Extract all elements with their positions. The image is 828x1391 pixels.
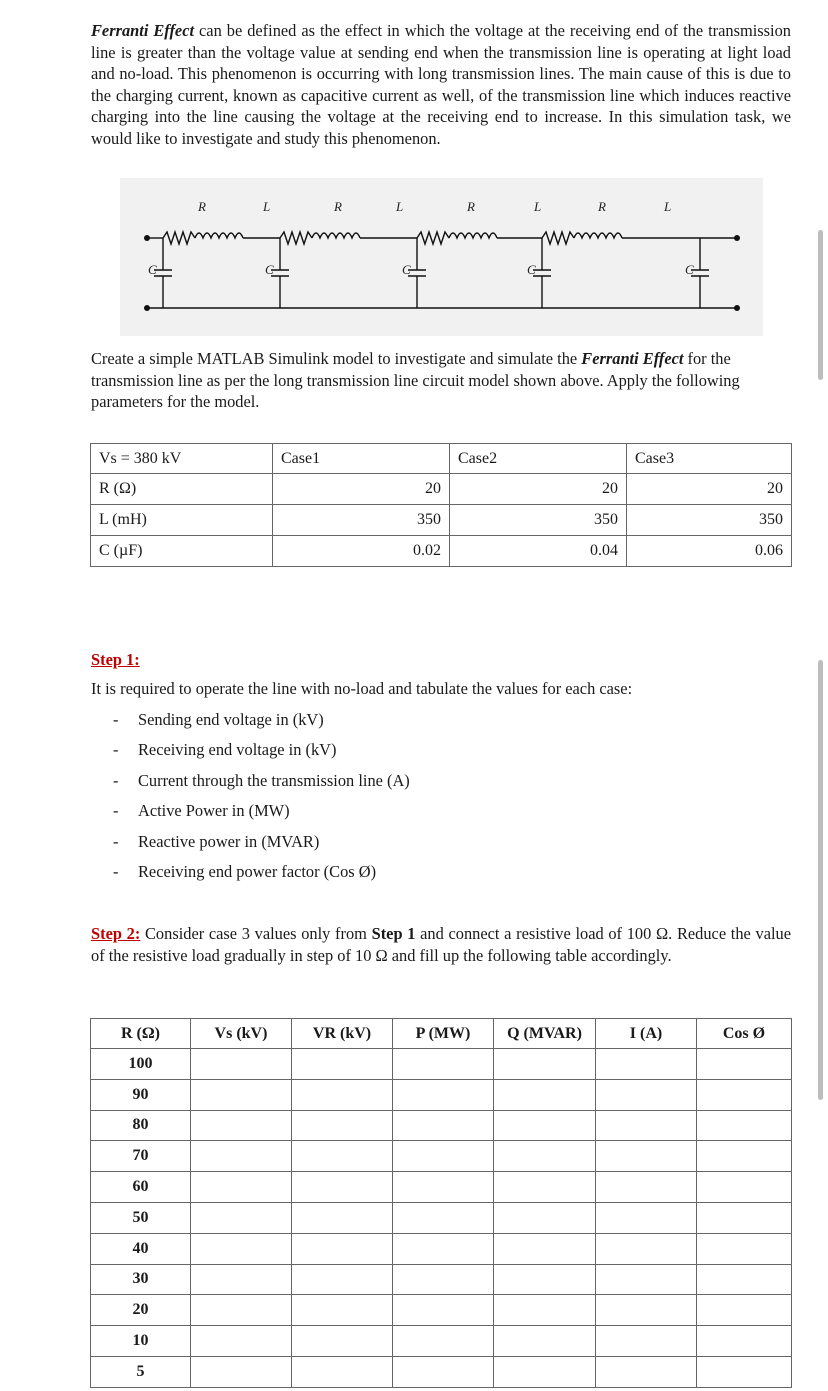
empty-cell[interactable]	[494, 1141, 596, 1172]
empty-cell[interactable]	[191, 1326, 292, 1357]
empty-cell[interactable]	[191, 1079, 292, 1110]
empty-cell[interactable]	[596, 1172, 697, 1203]
step2-title: Step 2:	[91, 924, 141, 943]
row-label: R (Ω)	[91, 474, 273, 505]
table-row	[91, 1172, 792, 1203]
empty-cell[interactable]	[697, 1356, 792, 1387]
inductor-label: L	[664, 199, 672, 214]
row-label: L (mH)	[91, 505, 273, 536]
empty-cell[interactable]	[697, 1141, 792, 1172]
empty-cell[interactable]	[292, 1295, 393, 1326]
empty-cell[interactable]	[494, 1079, 596, 1110]
r-value-cell: 30	[91, 1264, 191, 1295]
table-row	[91, 1233, 792, 1264]
empty-cell[interactable]	[596, 1141, 697, 1172]
empty-cell[interactable]	[191, 1110, 292, 1141]
header-cell: P (MW)	[393, 1019, 494, 1049]
table-header-row	[91, 444, 792, 474]
table-row	[91, 1141, 792, 1172]
empty-cell[interactable]	[697, 1326, 792, 1357]
capacitor-label: C	[685, 262, 694, 277]
empty-cell[interactable]	[292, 1172, 393, 1203]
empty-cell[interactable]	[191, 1202, 292, 1233]
r-value-cell: 60	[91, 1172, 191, 1203]
step2-paragraph: Step 2: Consider case 3 values only from Step 1 and connect a resistive load of 100 Ω. Reduce the value of the resistive load gradually in step of 10 Ω and fill up the following table accordingly.	[91, 924, 791, 965]
empty-cell[interactable]	[292, 1264, 393, 1295]
capacitor-label: C	[148, 262, 157, 277]
empty-cell[interactable]	[596, 1295, 697, 1326]
header-cell: Q (MVAR)	[494, 1019, 596, 1049]
empty-cell[interactable]	[494, 1295, 596, 1326]
table-cell: 350	[627, 505, 792, 536]
task-paragraph	[91, 348, 791, 413]
empty-cell[interactable]	[191, 1264, 292, 1295]
empty-cell[interactable]	[494, 1202, 596, 1233]
empty-cell[interactable]	[596, 1356, 697, 1387]
empty-cell[interactable]	[292, 1049, 393, 1080]
empty-cell[interactable]	[494, 1049, 596, 1080]
empty-cell[interactable]	[596, 1233, 697, 1264]
empty-cell[interactable]	[494, 1172, 596, 1203]
table-cell: 20	[273, 474, 450, 505]
empty-cell[interactable]	[494, 1233, 596, 1264]
empty-cell[interactable]	[393, 1326, 494, 1357]
empty-cell[interactable]	[697, 1202, 792, 1233]
empty-cell[interactable]	[292, 1141, 393, 1172]
empty-cell[interactable]	[393, 1141, 494, 1172]
header-cell: Vs = 380 kV	[91, 444, 273, 474]
table-cell: 0.02	[273, 536, 450, 567]
empty-cell[interactable]	[393, 1049, 494, 1080]
resistor-label: R	[334, 199, 342, 214]
table-cell: 20	[450, 474, 627, 505]
step1-title: Step 1:	[91, 650, 140, 669]
results-body	[91, 1049, 792, 1388]
empty-cell[interactable]	[393, 1295, 494, 1326]
empty-cell[interactable]	[697, 1110, 792, 1141]
table-cell: 0.04	[450, 536, 627, 567]
results-table	[90, 1018, 792, 1388]
header-cell: Vs (kV)	[191, 1019, 292, 1049]
empty-cell[interactable]	[292, 1326, 393, 1357]
r-value-cell: 90	[91, 1079, 191, 1110]
empty-cell[interactable]	[191, 1295, 292, 1326]
inductor-label: L	[396, 199, 404, 214]
empty-cell[interactable]	[292, 1202, 393, 1233]
empty-cell[interactable]	[191, 1172, 292, 1203]
empty-cell[interactable]	[393, 1172, 494, 1203]
table-row	[91, 1295, 792, 1326]
empty-cell[interactable]	[292, 1356, 393, 1387]
table-row	[91, 505, 792, 536]
step1-list	[113, 709, 410, 891]
step1-text: It is required to operate the line with no-load and tabulate the values for each case:	[91, 679, 633, 698]
empty-cell[interactable]	[596, 1326, 697, 1357]
empty-cell[interactable]	[596, 1264, 697, 1295]
r-value-cell: 100	[91, 1049, 191, 1080]
r-value-cell: 5	[91, 1356, 191, 1387]
empty-cell[interactable]	[494, 1356, 596, 1387]
empty-cell[interactable]	[596, 1079, 697, 1110]
empty-cell[interactable]	[494, 1264, 596, 1295]
empty-cell[interactable]	[191, 1356, 292, 1387]
r-value-cell: 10	[91, 1326, 191, 1357]
task-text-b: for the transmission line as per the long transmission line circuit model shown above. Apply the following parameters for the model.	[91, 349, 740, 412]
header-cell: Cos Ø	[697, 1019, 792, 1049]
empty-cell[interactable]	[292, 1233, 393, 1264]
table-cell: 350	[273, 505, 450, 536]
table-cell: 350	[450, 505, 627, 536]
header-cell: R (Ω)	[91, 1019, 191, 1049]
scrollbar-thumb[interactable]	[818, 230, 823, 380]
header-cell: VR (kV)	[292, 1019, 393, 1049]
table-row	[91, 1079, 792, 1110]
inductor-label: L	[263, 199, 271, 214]
empty-cell[interactable]	[697, 1079, 792, 1110]
empty-cell[interactable]	[697, 1295, 792, 1326]
r-value-cell: 80	[91, 1110, 191, 1141]
empty-cell[interactable]	[191, 1049, 292, 1080]
header-cell: Case2	[450, 444, 627, 474]
resistor-label: R	[598, 199, 606, 214]
table-row	[91, 1202, 792, 1233]
empty-cell[interactable]	[596, 1202, 697, 1233]
table-row	[91, 1049, 792, 1080]
table-row	[91, 1264, 792, 1295]
capacitor-label: C	[265, 262, 274, 277]
table-header-row	[91, 1019, 792, 1049]
r-value-cell: 40	[91, 1233, 191, 1264]
empty-cell[interactable]	[393, 1233, 494, 1264]
list-item: - Sending end voltage in (kV)	[113, 710, 324, 729]
table-row	[91, 536, 792, 567]
table-row	[91, 1356, 792, 1387]
empty-cell[interactable]	[292, 1110, 393, 1141]
table-row	[91, 1326, 792, 1357]
r-value-cell: 50	[91, 1202, 191, 1233]
capacitor-label: C	[402, 262, 411, 277]
transmission-line-circuit-diagram	[120, 178, 763, 336]
r-value-cell: 70	[91, 1141, 191, 1172]
list-item: - Receiving end power factor (Cos Ø)	[113, 861, 377, 881]
intro-paragraph	[91, 20, 791, 150]
table-row	[91, 1110, 792, 1141]
intro-term: Ferranti Effect	[91, 21, 195, 40]
list-item: - Active Power in (MW)	[113, 801, 290, 821]
inductor-label: L	[534, 199, 542, 214]
empty-cell[interactable]	[191, 1141, 292, 1172]
empty-cell[interactable]	[393, 1110, 494, 1141]
list-item: - Receiving end voltage in (kV)	[113, 740, 337, 760]
header-cell: Case3	[627, 444, 792, 474]
table-cell: 20	[627, 474, 792, 505]
r-value-cell: 20	[91, 1295, 191, 1326]
empty-cell[interactable]	[393, 1079, 494, 1110]
empty-cell[interactable]	[596, 1110, 697, 1141]
capacitor-label: C	[527, 262, 536, 277]
table-row	[91, 474, 792, 505]
resistor-label: R	[198, 199, 206, 214]
header-cell: I (A)	[596, 1019, 697, 1049]
header-cell: Case1	[273, 444, 450, 474]
table-cell: 0.06	[627, 536, 792, 567]
task-term: Ferranti Effect	[581, 349, 684, 368]
empty-cell[interactable]	[494, 1110, 596, 1141]
empty-cell[interactable]	[292, 1079, 393, 1110]
empty-cell[interactable]	[697, 1264, 792, 1295]
empty-cell[interactable]	[697, 1233, 792, 1264]
list-item: - Reactive power in (MVAR)	[113, 831, 320, 851]
empty-cell[interactable]	[697, 1049, 792, 1080]
list-item: - Current through the transmission line (A)	[113, 770, 410, 790]
resistor-label: R	[467, 199, 475, 214]
empty-cell[interactable]	[494, 1326, 596, 1357]
empty-cell[interactable]	[191, 1233, 292, 1264]
task-text-a: Create a simple MATLAB Simulink model to investigate and simulate the	[91, 349, 582, 368]
empty-cell[interactable]	[393, 1264, 494, 1295]
empty-cell[interactable]	[393, 1356, 494, 1387]
empty-cell[interactable]	[697, 1172, 792, 1203]
empty-cell[interactable]	[596, 1049, 697, 1080]
scrollbar-thumb[interactable]	[818, 660, 823, 1100]
row-label: C (µF)	[91, 536, 273, 567]
intro-text: can be defined as the effect in which the voltage at the receiving end of the transmission line is greater than the voltage value at sending end when the transmission line is operating at light load and no-load. This phenomenon is occurring with long transmission lines. The main cause of this is due to the charging current, known as capacitive current as well, of the transmission line which induces reactive charging into the line causing the voltage at the receiving end to increase. In this simulation task, we would like to investigate and study this phenomenon.	[91, 21, 791, 148]
parameters-table	[90, 443, 792, 567]
empty-cell[interactable]	[393, 1202, 494, 1233]
